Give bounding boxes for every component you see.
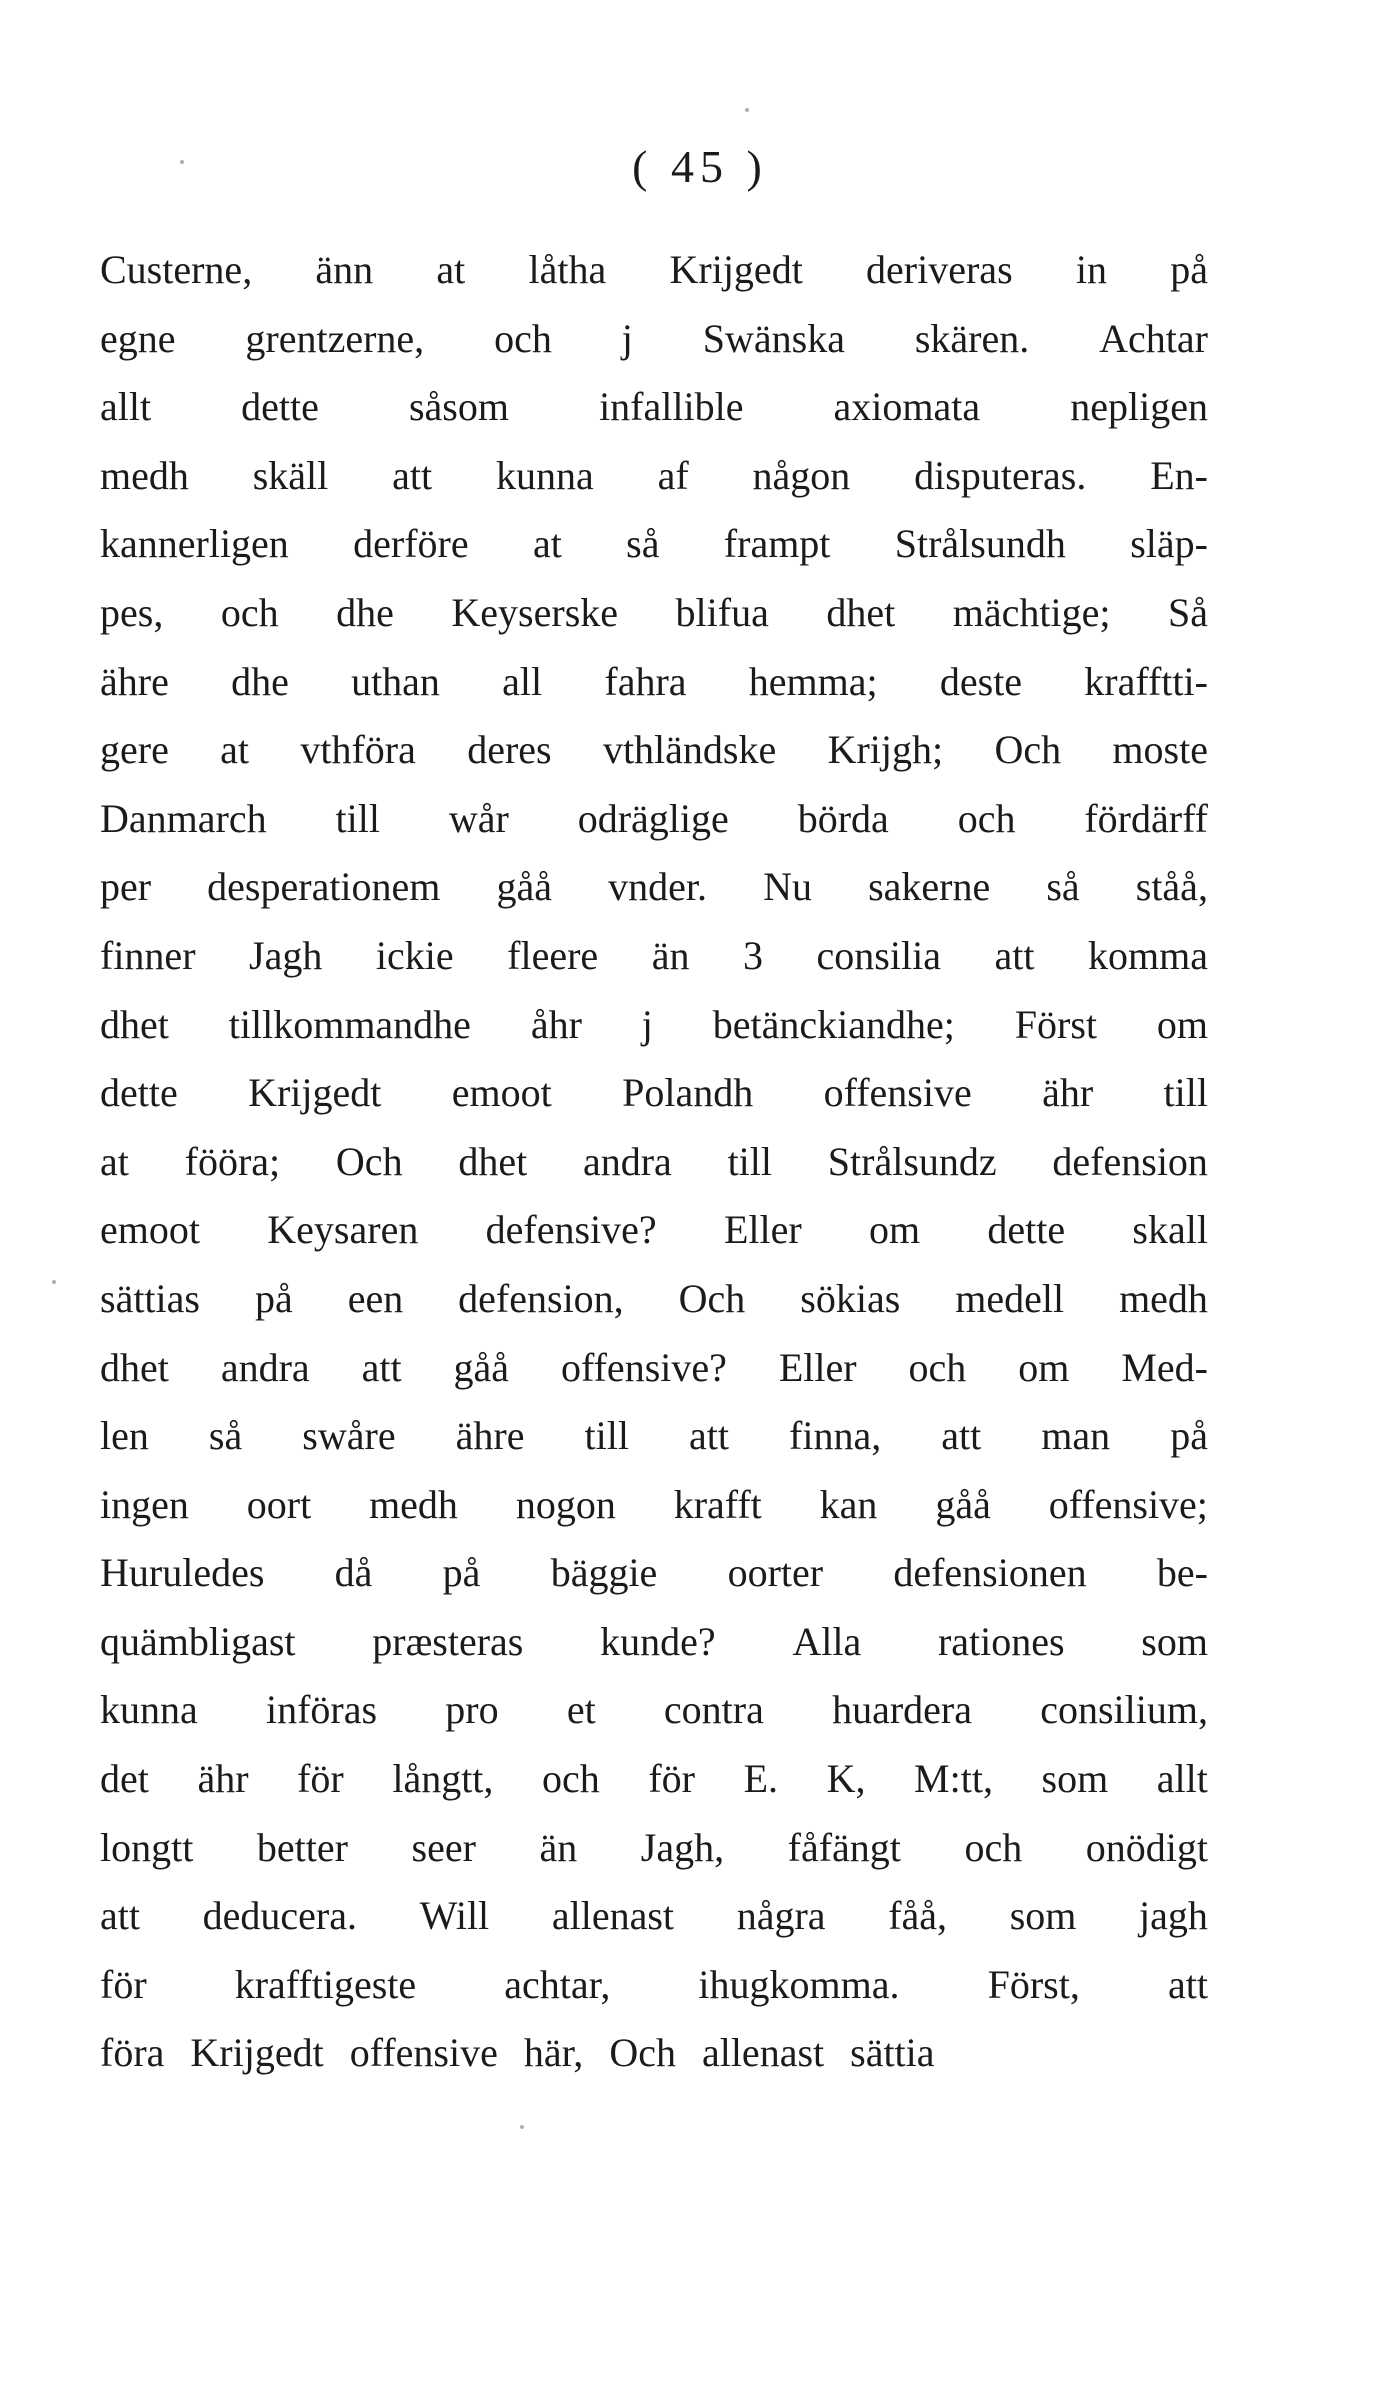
text-word: dhet (100, 1001, 169, 1047)
text-word: att (361, 1344, 402, 1390)
text-word: ingen (100, 1481, 189, 1527)
text-line (100, 579, 1208, 648)
text-line (100, 785, 1208, 854)
text-word: tillkommandhe (228, 1001, 471, 1047)
text-word: allt (100, 384, 152, 430)
text-word: krafftti- (1084, 658, 1208, 704)
text-word: fleere (507, 932, 599, 978)
text-word: contra (663, 1687, 764, 1733)
text-word: derföre (353, 521, 469, 567)
text-word: af (657, 452, 689, 498)
text-word: om (1156, 1001, 1208, 1047)
text-word: Först (1014, 1001, 1097, 1047)
text-line (100, 1745, 1208, 1814)
text-word: kunna (100, 1687, 198, 1733)
text-word: åhr (530, 1001, 582, 1047)
print-speck (52, 1280, 56, 1284)
text-word: onödigt (1085, 1824, 1208, 1870)
text-word: Och (335, 1138, 403, 1184)
text-word: kan (819, 1481, 878, 1527)
text-word: dhe (231, 658, 289, 704)
text-word: ähr (197, 1756, 249, 1802)
text-word: offensive; (1048, 1481, 1208, 1527)
text-word: rationes (937, 1618, 1065, 1664)
text-word: betänckiandhe; (712, 1001, 955, 1047)
text-word: som (1141, 1618, 1208, 1664)
text-word: på (442, 1550, 481, 1596)
text-word: odräglige (577, 795, 729, 841)
text-word: komma (1088, 932, 1208, 978)
text-word: Nu (763, 864, 812, 910)
text-line (100, 1059, 1208, 1128)
text-word: för (100, 1961, 147, 2007)
text-word: quämbligast (100, 1618, 296, 1664)
text-line (100, 853, 1208, 922)
print-speck (180, 160, 184, 164)
text-word: om (1018, 1344, 1070, 1390)
text-word: consilium, (1040, 1687, 1208, 1733)
text-word: oorter (727, 1550, 824, 1596)
text-word: offensive? (561, 1344, 727, 1390)
text-word: dette (241, 384, 319, 430)
text-word: på (1170, 1413, 1208, 1459)
text-word: Eller (723, 1207, 802, 1253)
text-word: för (297, 1756, 344, 1802)
text-word: långtt, (392, 1756, 494, 1802)
text-word: Krijgedt (190, 2030, 324, 2076)
text-word: Med- (1121, 1344, 1208, 1390)
text-word: kunde? (600, 1618, 716, 1664)
text-word: ähre (455, 1413, 525, 1459)
text-word: ähre (100, 658, 169, 704)
text-word: ickie (375, 932, 454, 978)
text-word: better (256, 1824, 348, 1870)
text-word: Danmarch (100, 795, 267, 841)
text-word: allenast (701, 2030, 825, 2076)
text-word: så (208, 1413, 243, 1459)
text-word: om (868, 1207, 921, 1253)
text-word: defensionen (893, 1550, 1087, 1596)
text-word: sökias (800, 1275, 901, 1321)
text-word: ståå, (1135, 864, 1208, 910)
text-word: finna, (789, 1413, 882, 1459)
text-word: kannerligen (100, 521, 289, 567)
text-line (100, 1471, 1208, 1540)
text-word: et (566, 1687, 596, 1733)
text-word: Huruledes (100, 1550, 265, 1596)
text-word: len (100, 1413, 149, 1459)
text-line (100, 510, 1208, 579)
text-line (100, 1608, 1208, 1677)
text-word: Jagh (249, 932, 323, 978)
text-word: seer (411, 1824, 476, 1870)
text-word: Keysaren (267, 1207, 419, 1253)
text-word: uthan (351, 658, 440, 704)
text-word: grentzerne, (245, 315, 425, 361)
text-word: och (542, 1756, 600, 1802)
text-word: hemma; (748, 658, 878, 704)
text-line (100, 1402, 1208, 1471)
text-word: pro (445, 1687, 499, 1733)
text-word: släp- (1130, 521, 1208, 567)
text-word: vthföra (300, 727, 416, 773)
page-number: ( 45 ) (632, 141, 768, 192)
text-word: bäggie (550, 1550, 658, 1596)
text-line (100, 1539, 1208, 1608)
text-word: dhet (100, 1344, 169, 1390)
text-word: till (1163, 1070, 1208, 1116)
text-word: sättias (100, 1275, 200, 1321)
text-word: j (641, 1001, 653, 1047)
text-word: Keyserske (451, 589, 619, 635)
text-word: skäll (252, 452, 329, 498)
text-word: föra (100, 2030, 165, 2076)
text-word: oort (246, 1481, 312, 1527)
text-word: som (1041, 1756, 1109, 1802)
text-word: som (1009, 1893, 1077, 1939)
text-word: defension (1052, 1138, 1208, 1184)
text-word: Krijgedt (669, 247, 803, 292)
text-word: Strålsundz (827, 1138, 997, 1184)
text-word: krafft (673, 1481, 762, 1527)
text-word: att (689, 1413, 729, 1459)
text-word: vthländske (602, 727, 777, 773)
text-line (100, 716, 1208, 785)
text-word: medh (1119, 1275, 1208, 1321)
text-word: achtar, (504, 1961, 611, 2007)
text-word: swåre (302, 1413, 396, 1459)
text-word: Och (994, 727, 1062, 773)
text-word: för (648, 1756, 695, 1802)
text-word: Krijgh; (827, 727, 944, 773)
text-word: longtt (100, 1824, 194, 1870)
text-line (100, 1951, 1208, 2020)
text-word: Polandh (622, 1070, 754, 1116)
text-line (100, 305, 1208, 374)
text-word: all (502, 658, 543, 704)
text-word: defension, (458, 1275, 624, 1321)
text-word: Will (419, 1893, 490, 1939)
text-word: jagh (1139, 1893, 1208, 1939)
text-word: medh (100, 452, 189, 498)
text-line (100, 373, 1208, 442)
print-speck (745, 108, 749, 112)
text-word: änn (315, 247, 374, 292)
text-word: at (220, 727, 250, 773)
text-word: defensive? (485, 1207, 657, 1253)
text-line (100, 1128, 1208, 1197)
text-line (100, 1196, 1208, 1265)
text-word: emoot (100, 1207, 200, 1253)
text-word: axiomata (833, 384, 981, 430)
text-word: och (908, 1344, 967, 1390)
text-word: 3 (743, 932, 764, 978)
text-word: då (334, 1550, 373, 1596)
text-word: allt (1156, 1756, 1208, 1802)
text-word: gåå (453, 1344, 510, 1390)
text-word: gåå (935, 1481, 991, 1527)
text-word: Alla (792, 1618, 862, 1664)
text-word: att (392, 452, 433, 498)
text-word: det (100, 1756, 149, 1802)
text-word: sättia (850, 2030, 935, 2076)
text-word: ihugkomma. (698, 1961, 900, 2007)
text-word: egne (100, 315, 176, 361)
text-word: deste (939, 658, 1023, 704)
text-word: dhe (336, 589, 394, 635)
text-word: krafftigeste (234, 1961, 417, 2007)
text-word: fördärff (1084, 795, 1208, 841)
text-line (100, 442, 1208, 511)
text-word: nepligen (1070, 384, 1208, 430)
text-word: fahra (604, 658, 687, 704)
text-word: consilia (816, 932, 941, 978)
text-word: skären. (914, 315, 1030, 361)
text-word: fööra; (184, 1138, 281, 1184)
text-word: till (335, 795, 380, 841)
text-word: offensive (823, 1070, 972, 1116)
text-word: Krijgedt (248, 1070, 382, 1116)
text-word: än (539, 1824, 578, 1870)
text-word: een (347, 1275, 404, 1321)
text-word: blifua (675, 589, 769, 635)
text-word: dhet (458, 1138, 528, 1184)
text-word: och (957, 795, 1016, 841)
text-word: emoot (451, 1070, 552, 1116)
text-word: Eller (778, 1344, 857, 1390)
text-word: man (1041, 1413, 1111, 1459)
text-word: deducera. (202, 1893, 357, 1939)
text-word: till (727, 1138, 773, 1184)
text-word: disputeras. (914, 452, 1087, 498)
text-line (100, 1265, 1208, 1334)
text-word: huardera (832, 1687, 972, 1733)
text-word: gere (100, 727, 169, 773)
text-word: dhet (826, 589, 896, 635)
text-word: pes, (100, 589, 164, 635)
text-word: såsom (408, 384, 509, 430)
text-word: j (621, 315, 633, 361)
text-word: deres (467, 727, 552, 773)
print-speck (520, 2125, 524, 2129)
text-word: præsteras (372, 1618, 524, 1664)
text-word: börda (797, 795, 889, 841)
text-word: fåfängt (787, 1824, 901, 1870)
text-word: K, (826, 1756, 866, 1802)
text-word: sakerne (868, 864, 991, 910)
text-word: at (100, 1138, 129, 1184)
text-word: Först, (987, 1961, 1080, 2007)
text-word: in (1075, 247, 1107, 292)
text-word: till (584, 1413, 629, 1459)
text-line (100, 236, 1208, 305)
text-word: att (100, 1893, 140, 1939)
text-word: och (220, 589, 279, 635)
text-word: andra (582, 1138, 672, 1184)
text-word: E. (743, 1756, 778, 1802)
text-word: ähr (1042, 1070, 1094, 1116)
text-word: allenast (551, 1893, 675, 1939)
text-word: vnder. (608, 864, 707, 910)
text-word: En- (1150, 452, 1208, 498)
text-word: deriveras (866, 247, 1013, 292)
text-word: Swänska (702, 315, 845, 361)
text-word: Jagh, (640, 1824, 725, 1870)
text-word: offensive (349, 2030, 498, 2076)
text-word: på (1170, 247, 1208, 292)
text-word: Och (609, 2030, 676, 2076)
text-line (100, 1882, 1208, 1951)
text-word: desperationem (207, 864, 441, 910)
text-word: här, (523, 2030, 584, 2076)
text-word: än (651, 932, 690, 978)
text-word: införas (265, 1687, 378, 1733)
text-word: Och (678, 1275, 746, 1321)
text-word: så (626, 521, 660, 567)
text-word: finner (100, 932, 196, 978)
text-word: andra (220, 1344, 310, 1390)
text-line (100, 2019, 1208, 2088)
text-word: medell (955, 1275, 1065, 1321)
text-word: frampt (723, 521, 831, 567)
text-line (100, 1676, 1208, 1745)
text-word: be- (1156, 1550, 1208, 1596)
text-word: at (436, 247, 466, 292)
text-word: kunna (495, 452, 594, 498)
text-word: någon (752, 452, 851, 498)
text-line (100, 1814, 1208, 1883)
text-word: Så (1167, 589, 1208, 635)
text-word: låtha (528, 247, 607, 292)
text-word: mächtige; (952, 589, 1111, 635)
text-word: infallible (599, 384, 744, 430)
text-word: några (736, 1893, 826, 1939)
text-word: Custerne, (100, 247, 253, 292)
text-word: så (1046, 864, 1080, 910)
text-word: per (100, 864, 152, 910)
text-word: wår (448, 795, 509, 841)
text-word: att (994, 932, 1035, 978)
text-word: gåå (496, 864, 553, 910)
text-word: fåå, (888, 1893, 948, 1939)
text-word: och (494, 315, 552, 361)
text-word: på (254, 1275, 293, 1321)
text-line (100, 1334, 1208, 1403)
text-line (100, 991, 1208, 1060)
text-word: at (532, 521, 562, 567)
text-word: Strålsundh (894, 521, 1066, 567)
text-word: moste (1112, 727, 1208, 773)
text-word: dette (987, 1207, 1066, 1253)
text-line (100, 648, 1208, 717)
text-word: dette (100, 1070, 178, 1116)
text-word: M:tt, (914, 1756, 993, 1802)
text-word: och (964, 1824, 1023, 1870)
text-word: Achtar (1099, 315, 1208, 361)
text-word: att (941, 1413, 982, 1459)
text-word: skall (1132, 1207, 1208, 1253)
text-word: att (1167, 1961, 1208, 2007)
text-word: medh (369, 1481, 458, 1527)
text-word: nogon (515, 1481, 616, 1527)
text-line (100, 922, 1208, 991)
body-text (100, 236, 1208, 2088)
